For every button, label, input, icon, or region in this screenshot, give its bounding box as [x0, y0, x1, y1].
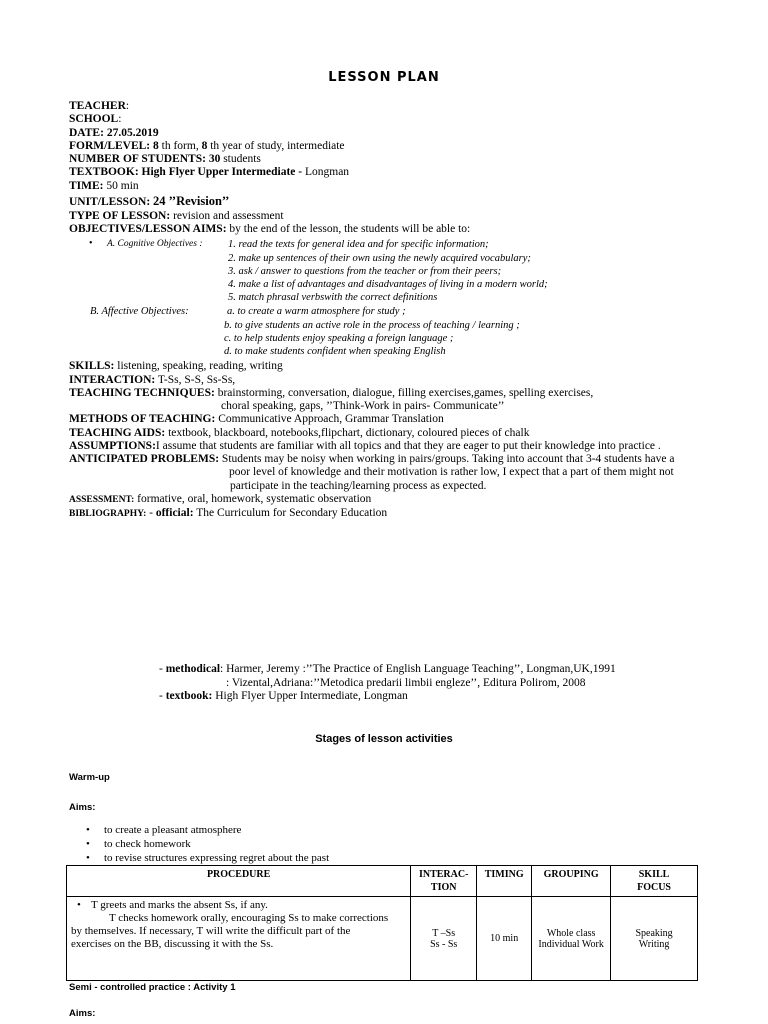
semi-controlled-title: Semi - controlled practice : Activity 1	[69, 982, 236, 993]
cognitive-item-3: 3. ask / answer to questions from the teacher or from their peers;	[228, 266, 502, 277]
bibliography-line: BIBLIOGRAPHY: - official: The Curriculum for Secondary Education	[69, 507, 388, 519]
affective-item-a: a. to create a warm atmosphere for study ;	[227, 306, 406, 317]
affective-item-c: c. to help students enjoy speaking a foreign language ;	[224, 333, 454, 344]
affective-item-b: b. to give students an active role in the process of teaching / learning ;	[224, 320, 520, 331]
cognitive-item-4: 4. make a list of advantages and disadvantages of living in a modern world;	[228, 279, 548, 290]
bullet-glyph: •	[89, 238, 93, 249]
affective-label: B. Affective Objectives:	[90, 306, 189, 317]
unit-line: UNIT/LESSON: 24 ’’Revision’’	[69, 194, 230, 208]
interaction-cell: T –Ss Ss - Ss	[411, 897, 477, 981]
stages-title: Stages of lesson activities	[315, 733, 453, 745]
methodical-line: - methodical: Harmer, Jeremy :’’The Practice of English Language Teaching’’, Longman,UK,1991	[159, 663, 616, 675]
problems-line-2: poor level of knowledge and their motivation is rather low, I expect that a part of them might not	[229, 466, 674, 478]
methodical-line-2: : Vizental,Adriana:’’Metodica predarii limbii engleze’’, Editura Polirom, 2008	[226, 677, 586, 689]
methods-line: METHODS OF TEACHING: Communicative Approach, Grammar Translation	[69, 413, 444, 425]
warmup-title: Warm-up	[69, 772, 110, 783]
warmup-aims-list	[86, 823, 329, 865]
cognitive-item-5: 5. match phrasal verbswith the correct definitions	[228, 292, 438, 303]
skills-line: SKILLS: listening, speaking, reading, writing	[69, 360, 283, 372]
assessment-line: ASSESSMENT: formative, oral, homework, systematic observation	[69, 493, 372, 505]
techniques-line-2: choral speaking, gaps, ’’Think-Work in pairs- Communicate’’	[221, 400, 505, 412]
table-header-row	[67, 866, 698, 897]
list-item: • to check homework	[86, 837, 329, 851]
warmup-aims-label: Aims:	[69, 802, 96, 813]
timing-cell: 10 min	[477, 897, 532, 981]
skill-cell: Speaking Writing	[611, 897, 698, 981]
teacher-line: TEACHER:	[69, 100, 130, 112]
header-grouping: GROUPING	[532, 866, 611, 897]
interaction-line: INTERACTION: T-Ss, S-S, Ss-Ss,	[69, 374, 236, 386]
techniques-line: TEACHING TECHNIQUES: brainstorming, conversation, dialogue, filling exercises,games, spelling exercises,	[69, 387, 594, 399]
problems-line: ANTICIPATED PROBLEMS: Students may be noisy when working in pairs/groups. Taking into account that 3-4 students have a	[69, 453, 675, 465]
cognitive-item-1: 1. read the texts for general idea and for specific information;	[228, 239, 489, 250]
cognitive-item-2: 2. make up sentences of their own using the newly acquired vocabulary;	[228, 253, 531, 264]
school-line: SCHOOL:	[69, 113, 122, 125]
cognitive-label: A. Cognitive Objectives :	[107, 239, 203, 249]
objectives-line: OBJECTIVES/LESSON AIMS: by the end of the lesson, the students will be able to:	[69, 223, 471, 235]
list-item: • to revise structures expressing regret about the past	[86, 851, 329, 865]
type-line: TYPE OF LESSON: revision and assessment	[69, 210, 284, 222]
aids-line: TEACHING AIDS: textbook, blackboard, notebooks,flipchart, dictionary, coloured pieces of chalk	[69, 427, 530, 439]
textbook-bib-line: - textbook: High Flyer Upper Intermediate, Longman	[159, 690, 408, 702]
date-line: DATE: 27.05.2019	[69, 127, 159, 139]
header-interaction: INTERAC- TION	[411, 866, 477, 897]
header-timing: TIMING	[477, 866, 532, 897]
header-skill-focus: SKILL FOCUS	[611, 866, 698, 897]
affective-item-d: d. to make students confident when speaking English	[224, 346, 446, 357]
list-item: • to create a pleasant atmosphere	[86, 823, 329, 837]
procedure-table	[66, 865, 698, 981]
grouping-cell: Whole class Individual Work	[532, 897, 611, 981]
students-line: NUMBER OF STUDENTS: 30 students	[69, 153, 261, 165]
semi-controlled-aims-label: Aims:	[69, 1008, 96, 1019]
textbook-line: TEXTBOOK: High Flyer Upper Intermediate - Longman	[69, 166, 350, 178]
form-line: FORM/LEVEL: 8 th form, 8 th year of study, intermediate	[69, 140, 345, 152]
problems-line-3: participate in the teaching/learning process as expected.	[230, 480, 487, 492]
procedure-cell: • T greets and marks the absent Ss, if any. T checks homework orally, encouraging Ss to make corrections by themselves. If necessary, T will write the difficult part of the exercises on the BB, discussing it with the Ss.	[67, 897, 411, 981]
page-title: LESSON PLAN	[328, 70, 440, 85]
assumptions-line: ASSUMPTIONS:I assume that students are familiar with all topics and that they are eager to put their knowledge into practice .	[69, 440, 661, 452]
header-procedure: PROCEDURE	[67, 866, 411, 897]
time-line: TIME: 50 min	[69, 180, 139, 192]
table-row	[67, 897, 698, 981]
